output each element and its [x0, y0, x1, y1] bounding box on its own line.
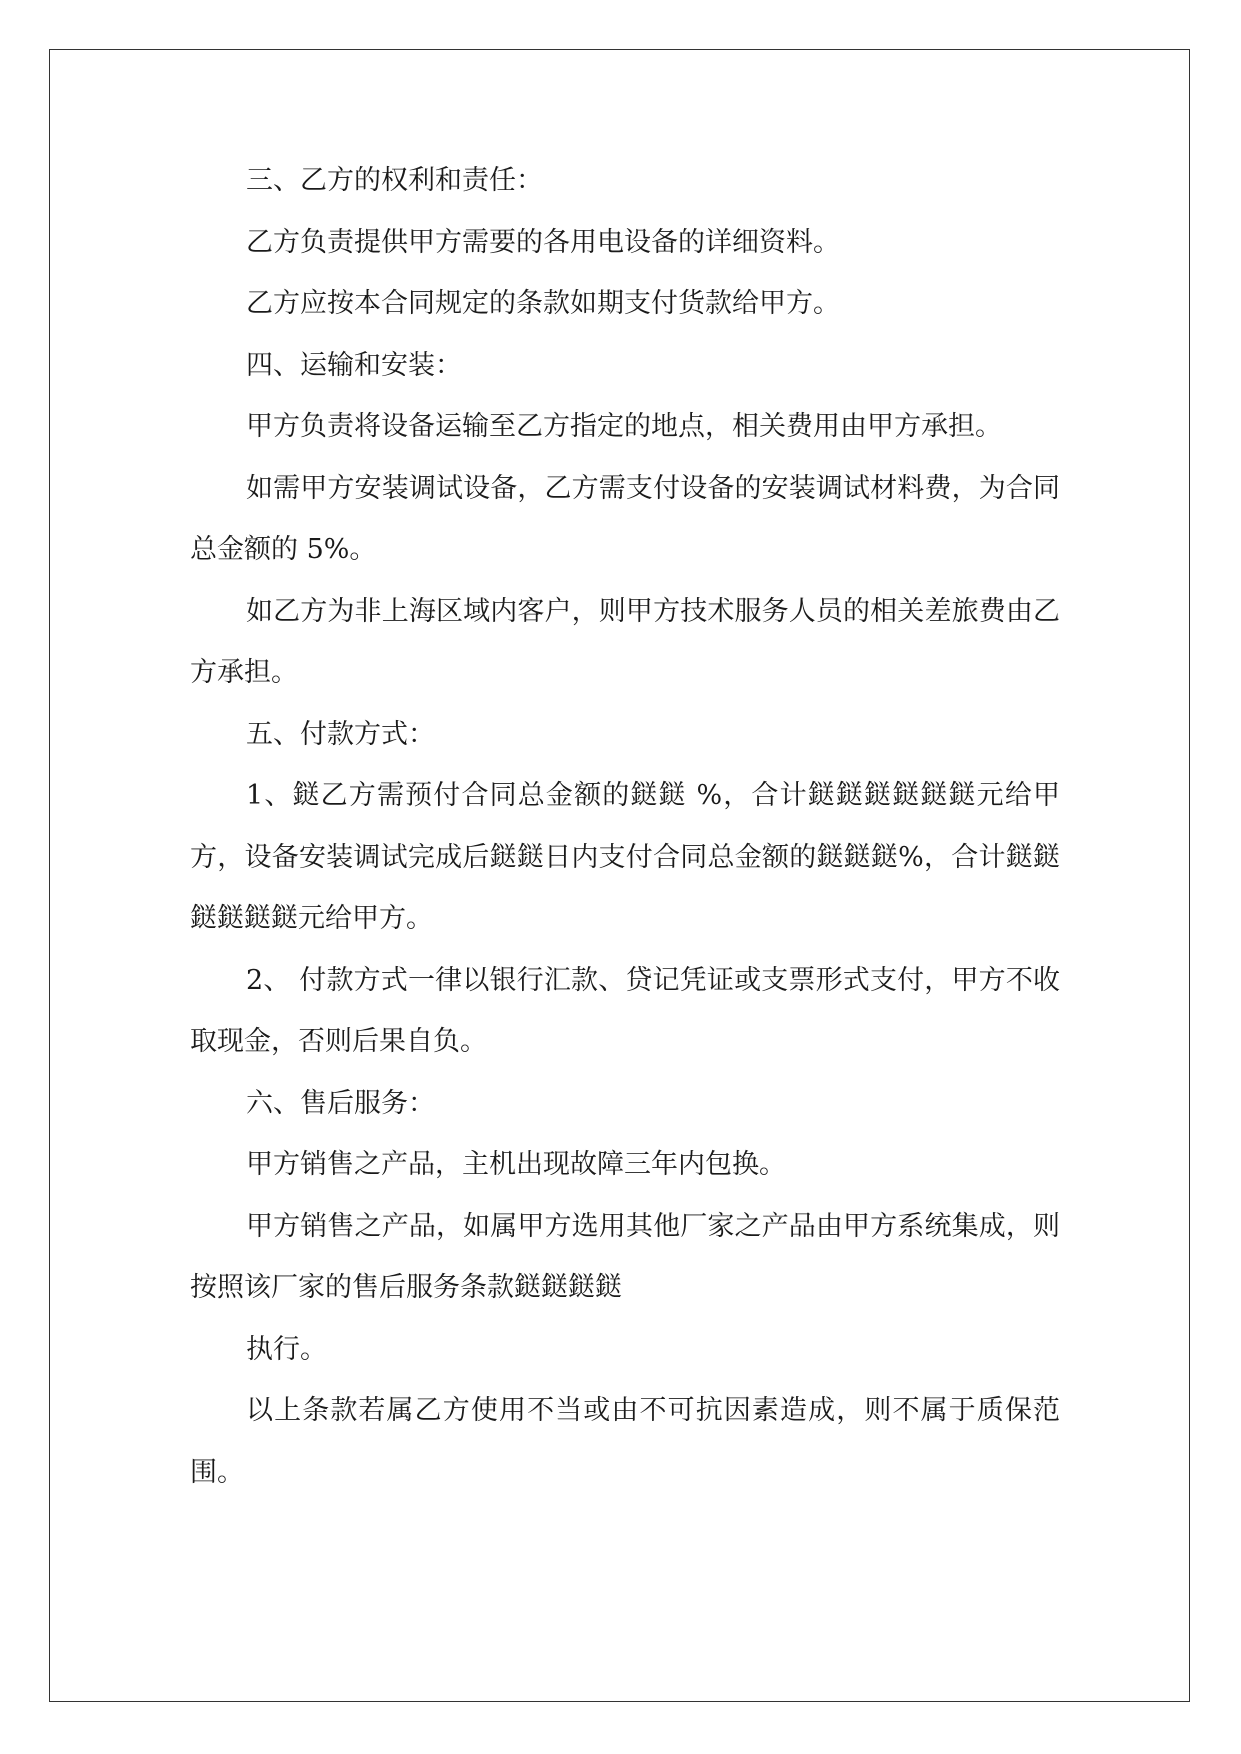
- document-body: [190, 150, 1060, 1503]
- paragraph: 以上条款若属乙方使用不当或由不可抗因素造成，则不属于质保范围。: [190, 1395, 1060, 1488]
- section-heading-transport: 四、运输和安装：: [246, 349, 462, 381]
- section-heading-party-b-rights: 三、乙方的权利和责任：: [246, 165, 543, 196]
- paragraph: 甲方销售之产品，如属甲方选用其他厂家之产品由甲方系统集成，则按照该厂家的售后服务条款鎹鎹鎹鎹: [190, 1210, 1060, 1303]
- paragraph: 执行。: [246, 1333, 327, 1365]
- paragraph: 如需甲方安装调试设备，乙方需支付设备的安装调试材料费，为合同总金额的 5%。: [190, 472, 1060, 565]
- paragraph: 甲方销售之产品，主机出现故障三年内包换。: [246, 1149, 786, 1180]
- paragraph: 甲方负责将设备运输至乙方指定的地点，相关费用由甲方承担。: [246, 411, 1002, 442]
- paragraph: 1、鎹乙方需预付合同总金额的鎹鎹 %，合计鎹鎹鎹鎹鎹鎹元给甲方，设备安装调试完成后鎹鎹日内支付合同总金额的鎹鎹鎹%，合计鎹鎹鎹鎹鎹鎹元给甲方。: [190, 780, 1060, 934]
- section-heading-payment: 五、付款方式：: [246, 718, 435, 750]
- paragraph: 如乙方为非上海区域内客户，则甲方技术服务人员的相关差旅费由乙方承担。: [190, 595, 1060, 688]
- section-heading-after-sales: 六、售后服务：: [246, 1087, 435, 1119]
- paragraph: 乙方负责提供甲方需要的各用电设备的详细资料。: [246, 226, 840, 258]
- paragraph: 2、 付款方式一律以银行汇款、贷记凭证或支票形式支付，甲方不收取现金，否则后果自负。: [190, 964, 1060, 1057]
- paragraph: 乙方应按本合同规定的条款如期支付货款给甲方。: [246, 288, 840, 319]
